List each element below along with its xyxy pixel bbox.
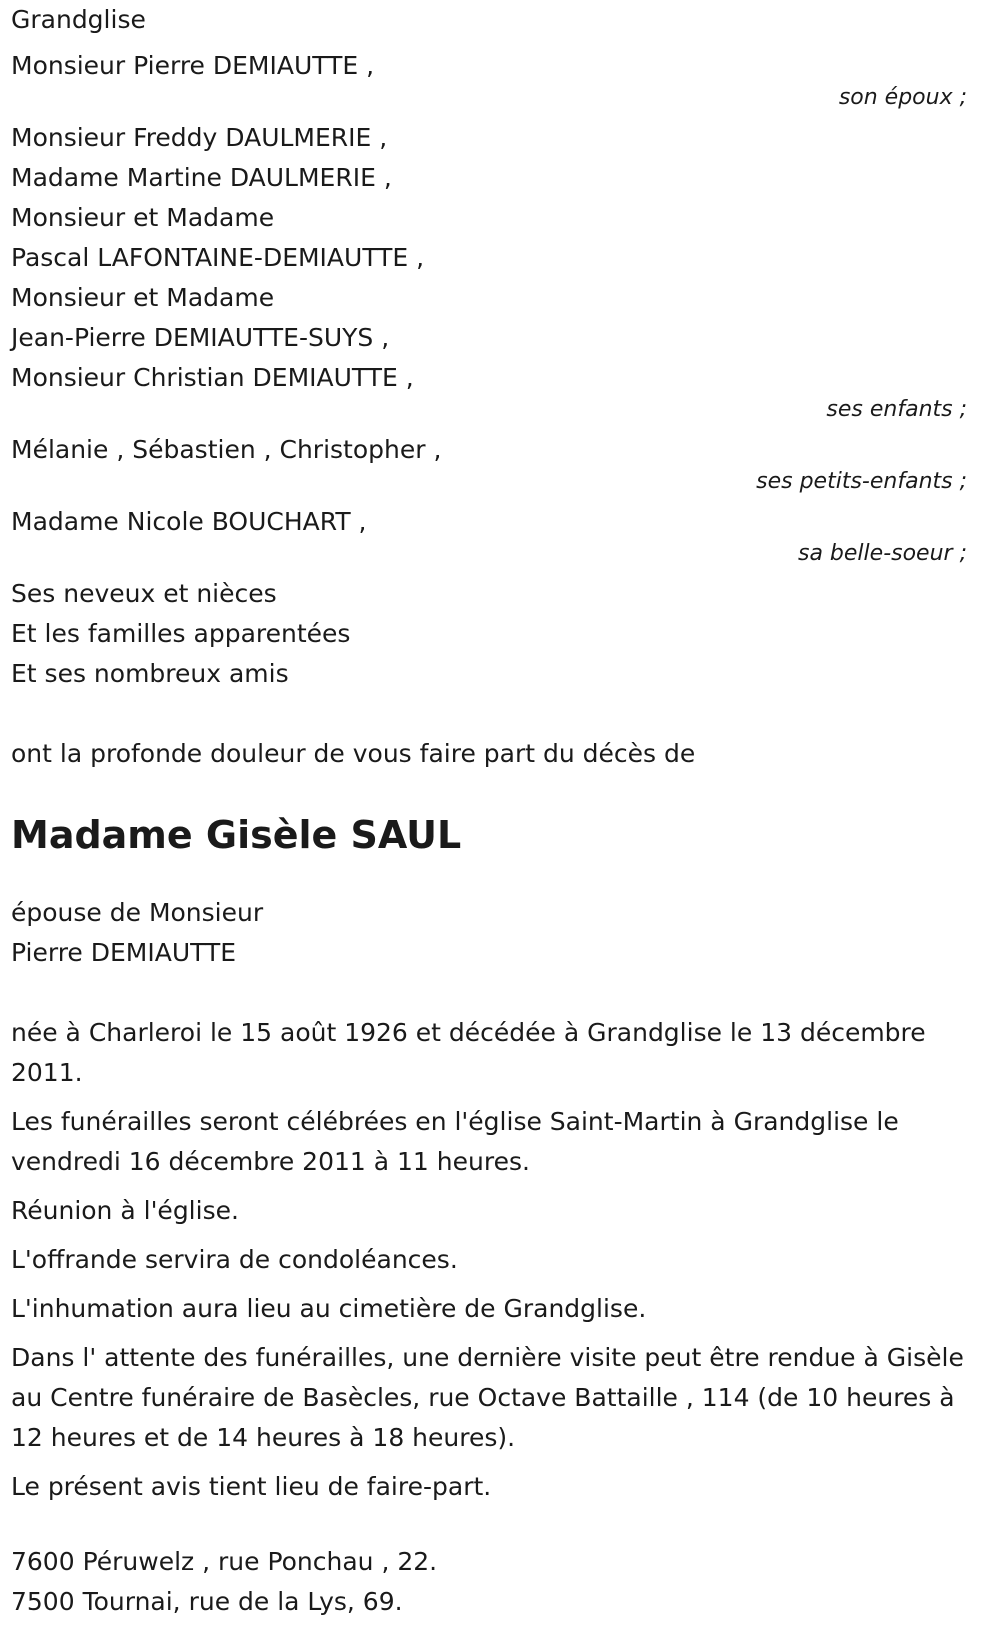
funeral-ceremony-info: Les funérailles seront célébrées en l'église Saint-Martin à Grandglise le vendredi 16 décembre 2011 à 11 heures. bbox=[11, 1107, 899, 1176]
address-line: 7500 Tournai, rue de la Lys, 69. bbox=[11, 1587, 403, 1616]
family-group-children bbox=[11, 118, 971, 421]
birth-death-info: née à Charleroi le 15 août 1926 et décédée à Grandglise le 13 décembre 2011. bbox=[11, 1018, 926, 1087]
relation-label: sa belle-soeur ; bbox=[798, 541, 967, 566]
place-name: Grandglise bbox=[11, 5, 146, 34]
relatives-line: Et ses nombreux amis bbox=[11, 659, 289, 688]
family-group-grandchildren bbox=[11, 430, 971, 493]
family-group-spouse bbox=[11, 46, 971, 109]
addresses bbox=[11, 1542, 971, 1622]
relatives-line: Et les familles apparentées bbox=[11, 619, 351, 648]
family-member: Madame Martine DAULMERIE , bbox=[11, 163, 392, 192]
family-group-sister-in-law bbox=[11, 502, 971, 565]
death-notice bbox=[11, 0, 971, 1622]
family-member: Monsieur et Madame bbox=[11, 203, 275, 232]
spouse-line: Pierre DEMIAUTTE bbox=[11, 938, 237, 967]
relation-label: ses petits-enfants ; bbox=[756, 469, 967, 494]
funeral-details bbox=[11, 1013, 971, 1507]
family-member: Monsieur Freddy DAULMERIE , bbox=[11, 123, 388, 152]
offering-info: L'offrande servira de condoléances. bbox=[11, 1245, 458, 1274]
notice-statement: Le présent avis tient lieu de faire-part. bbox=[11, 1472, 492, 1501]
burial-info: L'inhumation aura lieu au cimetière de Grandglise. bbox=[11, 1294, 647, 1323]
meeting-info: Réunion à l'église. bbox=[11, 1196, 239, 1225]
family-member: Madame Nicole BOUCHART , bbox=[11, 507, 367, 536]
visit-info: Dans l' attente des funérailles, une dernière visite peut être rendue à Gisèle au Centre funéraire de Basècles, rue Octave Battaille , 114 (de 10 heures à 12 heures et de 14 heures à 18 heures). bbox=[11, 1343, 964, 1452]
family-member: Jean-Pierre DEMIAUTTE-SUYS , bbox=[11, 323, 390, 352]
address-line: 7600 Péruwelz , rue Ponchau , 22. bbox=[11, 1547, 438, 1576]
other-relatives bbox=[11, 574, 971, 694]
deceased-name: Madame Gisèle SAUL bbox=[11, 813, 462, 857]
relation-label: ses enfants ; bbox=[826, 397, 967, 422]
relation-label: son époux ; bbox=[838, 85, 967, 110]
family-member: Pascal LAFONTAINE-DEMIAUTTE , bbox=[11, 243, 425, 272]
family-member: Monsieur Pierre DEMIAUTTE , bbox=[11, 51, 375, 80]
family-member: Monsieur et Madame bbox=[11, 283, 275, 312]
spouse-line: épouse de Monsieur bbox=[11, 898, 264, 927]
family-member: Mélanie , Sébastien , Christopher , bbox=[11, 435, 442, 464]
announcement-text: ont la profonde douleur de vous faire part du décès de bbox=[11, 739, 696, 768]
spouse-info bbox=[11, 893, 971, 973]
family-member: Monsieur Christian DEMIAUTTE , bbox=[11, 363, 414, 392]
relatives-line: Ses neveux et nièces bbox=[11, 579, 277, 608]
